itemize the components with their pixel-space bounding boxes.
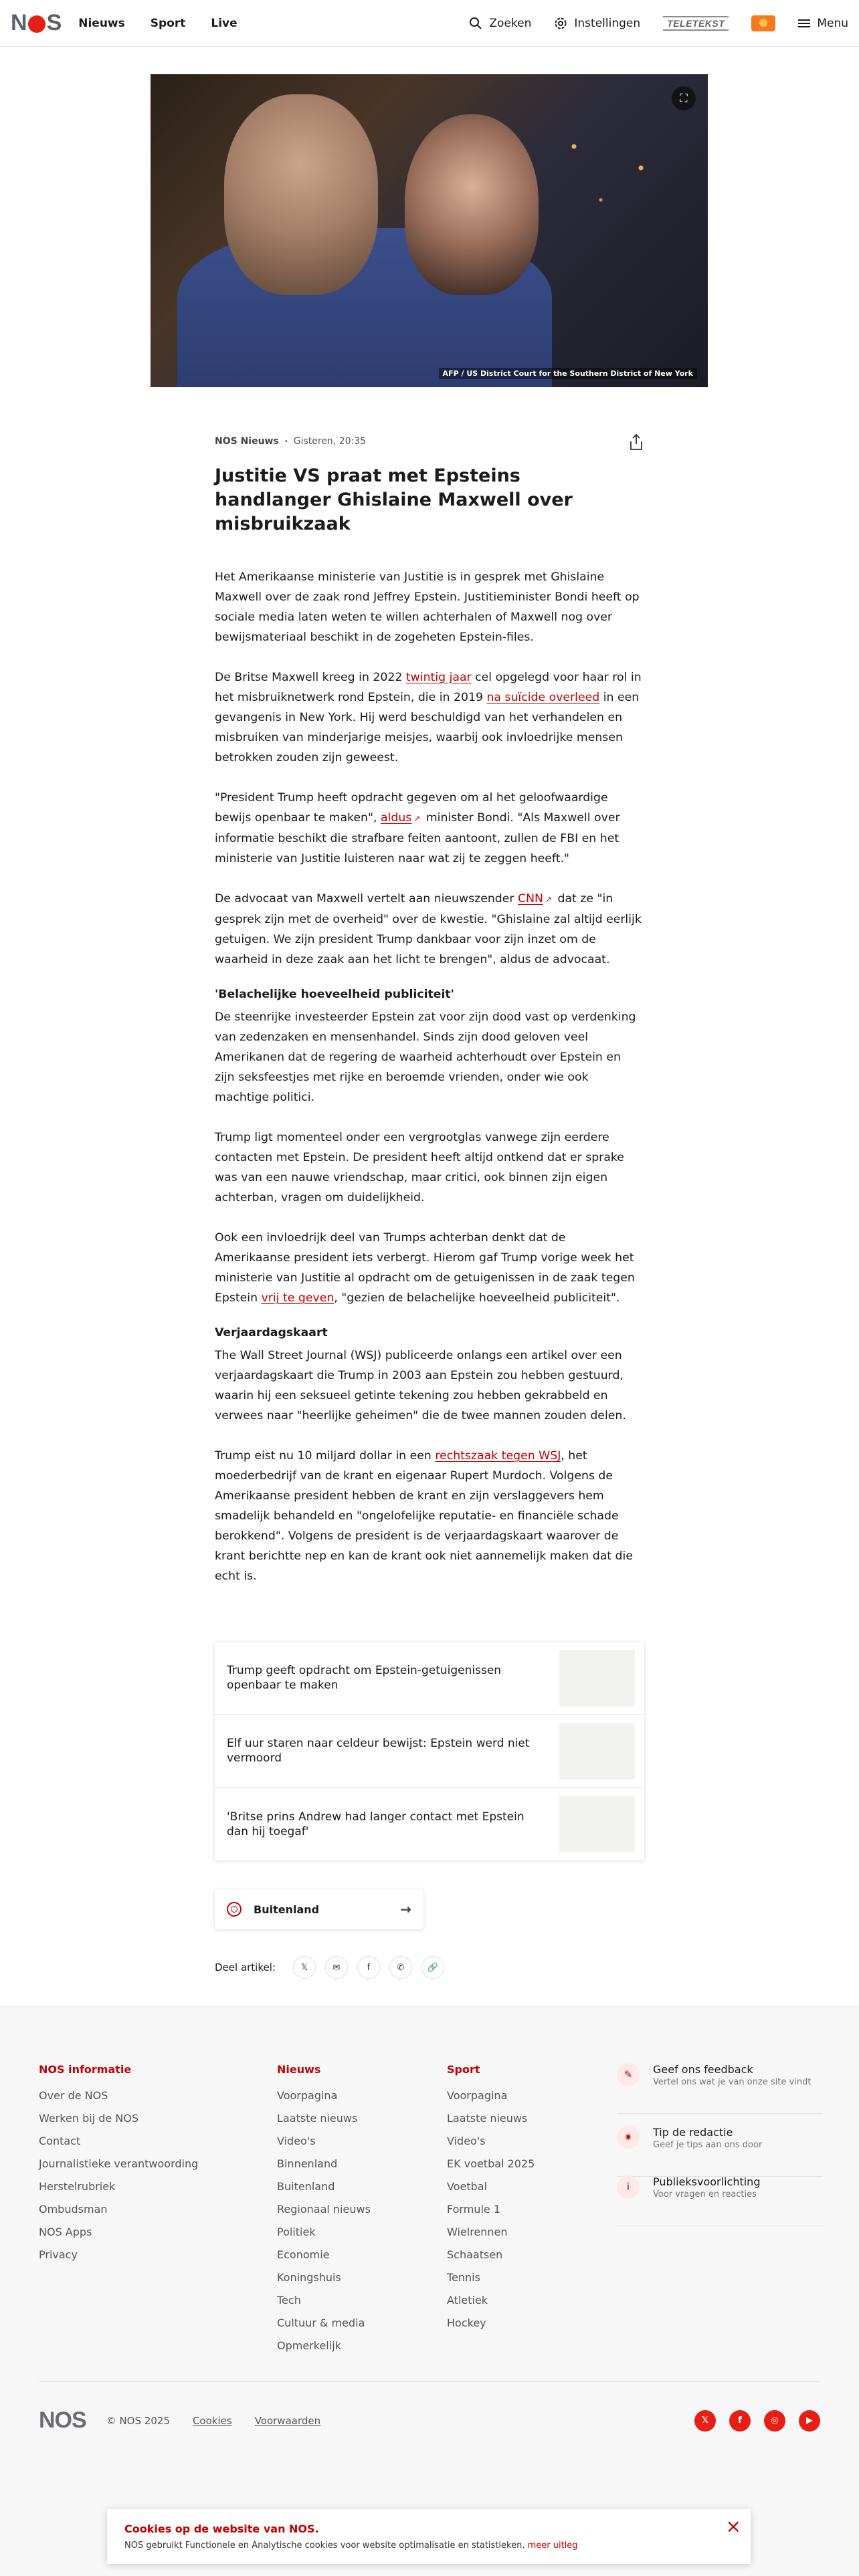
share-row bbox=[215, 1956, 444, 1979]
teletekst-link[interactable]: TELETEKST bbox=[663, 16, 729, 31]
main-nav bbox=[78, 17, 237, 30]
footer-link[interactable]: Cultuur & media bbox=[277, 2317, 365, 2329]
footer-link[interactable]: Voorpagina bbox=[277, 2089, 338, 2102]
facebook-icon[interactable]: f bbox=[729, 2410, 751, 2432]
copy-link-icon[interactable]: 🔗 bbox=[421, 1956, 444, 1979]
site-footer bbox=[0, 2006, 859, 2576]
paragraph: Trump eist nu 10 miljard dollar in een rechtszaak tegen WSJ, het moederbedrijf van de krant en eigenaar Rupert Murdoch. Volgens de Amerikaanse president hebben de krant en zijn verslaggevers hem smadelijk behandeld en "ongelofelijke reputatie- en financiële schade berokkend". Volgens de president is de verjaardagskaart waarover de krant berichtte nep en kan de krant ook niet aannemelijk maken dat die echt is. bbox=[215, 1449, 633, 1583]
nos-logo[interactable]: N S bbox=[11, 10, 62, 35]
facebook-icon[interactable]: f bbox=[357, 1956, 380, 1979]
article-meta: NOS Nieuws • Gisteren, 20:35 bbox=[215, 436, 367, 447]
paragraph: Het Amerikaanse ministerie van Justitie is in gesprek met Ghislaine Maxwell over de zaak rond Jeffrey Epstein. Justitieminister Bondi heeft op sociale media laten weten te willen achterhalen of Maxwell nog over bewijsmateriaal beschikt in de zogeheten Epstein-files. bbox=[215, 570, 640, 644]
link-aldus[interactable]: aldus bbox=[380, 811, 412, 825]
footer-link[interactable]: Voetbal bbox=[447, 2180, 488, 2193]
lightbulb-icon: ✷ bbox=[617, 2126, 640, 2149]
footer-link[interactable]: Werken bij de NOS bbox=[39, 2112, 139, 2125]
globe-icon bbox=[227, 1902, 242, 1917]
hero-image bbox=[151, 74, 708, 387]
paragraph: Trump ligt momenteel onder een vergrootglas vanwege zijn eerdere contacten met Epstein. De president heeft altijd ontkend dat er sprake was van een nauwe vriendschap, maar critici, ook binnen zijn eigen achterban, vragen om duidelijkheid. bbox=[215, 1131, 624, 1204]
social-links bbox=[694, 2410, 820, 2432]
footer-link[interactable]: Schaatsen bbox=[447, 2248, 503, 2261]
footer-link[interactable]: Herstelrubriek bbox=[39, 2180, 116, 2193]
nav-live[interactable]: Live bbox=[211, 16, 237, 30]
paragraph: Ook een invloedrijk deel van Trumps achterban denkt dat de Amerikaanse president iets verbergt. Hierom gaf Trump vorige week het ministerie van Justitie al opdracht om de getuigenissen in de zaak tegen Epstein vrij te geven, "gezien de belachelijke hoeveelheid publiciteit". bbox=[215, 1231, 635, 1305]
tip-redactie-link[interactable]: ✷ Tip de redactie Geef je tips aan ons door bbox=[617, 2122, 823, 2177]
footer-link[interactable]: Laatste nieuws bbox=[447, 2112, 528, 2125]
article-title: Justitie VS praat met Epsteins handlanger Ghislaine Maxwell over misbruikzaak bbox=[215, 465, 573, 534]
article-time: Gisteren, 20:35 bbox=[293, 436, 367, 447]
fullscreen-icon[interactable]: ⛶ bbox=[672, 86, 696, 110]
search-label: Zoeken bbox=[489, 16, 532, 30]
feedback-icon: ✎ bbox=[617, 2063, 640, 2086]
search-button[interactable] bbox=[469, 17, 531, 30]
footer-link[interactable]: Formule 1 bbox=[447, 2203, 500, 2216]
category-label: Buitenland bbox=[254, 1903, 320, 1916]
footer-link[interactable]: Video's bbox=[277, 2135, 316, 2147]
cookie-title: Cookies op de website van NOS. bbox=[124, 2523, 319, 2535]
article-body bbox=[215, 567, 644, 1586]
copyright: © NOS 2025 bbox=[106, 2414, 170, 2427]
footer-link[interactable]: Regionaal nieuws bbox=[277, 2203, 371, 2216]
link-twintig-jaar[interactable]: twintig jaar bbox=[405, 671, 472, 684]
related-item[interactable] bbox=[215, 1715, 644, 1788]
footer-link[interactable]: Tennis bbox=[447, 2271, 480, 2284]
image-credit: AFP / US District Court for the Southern District of New York bbox=[439, 368, 697, 379]
cookie-more-link[interactable]: meer uitleg bbox=[527, 2541, 578, 2551]
related-thumbnail bbox=[559, 1796, 635, 1852]
article-source: NOS Nieuws bbox=[215, 436, 279, 447]
close-icon[interactable]: × bbox=[725, 2515, 741, 2537]
hamburger-icon bbox=[798, 19, 810, 27]
link-cnn[interactable]: CNN bbox=[518, 892, 543, 905]
whatsapp-icon[interactable]: ✆ bbox=[389, 1956, 412, 1979]
footer-link[interactable]: Over de NOS bbox=[39, 2089, 108, 2102]
cookie-banner bbox=[107, 2509, 751, 2564]
related-thumbnail bbox=[559, 1723, 635, 1780]
arrow-right-icon: → bbox=[400, 1901, 411, 1917]
gear-icon bbox=[554, 17, 567, 30]
share-icon[interactable] bbox=[628, 433, 644, 451]
footer-col-nos-informatie: NOS informatie Over de NOS Werken bij de NOS Contact Journalistieke verantwoording Herstelrubriek Ombudsman NOS Apps Privacy bbox=[39, 2063, 198, 2266]
subheading: Verjaardagskaart bbox=[215, 1326, 328, 1339]
cookie-text: NOS gebruikt Functionele en Analytische cookies voor website optimalisatie en statistieken. meer uitleg bbox=[124, 2541, 578, 2551]
article bbox=[215, 428, 644, 1606]
footer-link[interactable]: Journalistieke verantwoording bbox=[39, 2157, 199, 2170]
footer-link[interactable]: Voorpagina bbox=[447, 2089, 508, 2102]
info-icon: i bbox=[617, 2175, 640, 2198]
paragraph: The Wall Street Journal (WSJ) publiceerde onlangs een artikel over een verjaardagskaart die Trump in 2003 aan Epstein zou hebben gestuurd, waarin hij een seksueel getinte tekening zou hebben gekrabbeld en verwees naar "heerlijke geheimen" die de twee mannen zouden delen. bbox=[215, 1349, 626, 1422]
related-item[interactable] bbox=[215, 1788, 644, 1860]
footer-link[interactable]: Buitenland bbox=[277, 2180, 335, 2193]
paragraph: De Britse Maxwell kreeg in 2022 twintig jaar cel opgelegd voor haar rol in het misbruiknetwerk rond Epstein, die in 2019 na suïcide overleed in een gevangenis in New York. Hij werd beschuldigd van het verhandelen en misbruiken van minderjarige meisjes, waarbij ook invloedrijke mensen betrokken zouden zijn geweest. bbox=[215, 671, 642, 764]
footer-link[interactable]: Koningshuis bbox=[277, 2271, 341, 2284]
link-na-suicide-overleed[interactable]: na suïcide overleed bbox=[486, 691, 600, 704]
cookies-link[interactable]: Cookies bbox=[192, 2414, 232, 2427]
site-header bbox=[0, 0, 859, 47]
mail-icon[interactable]: ✉ bbox=[325, 1956, 348, 1979]
header-actions bbox=[469, 15, 848, 31]
paragraph: De steenrijke investeerder Epstein zat voor zijn dood vast op verdenking van zedenzaken en mensenhandel. Sinds zijn dood geloven veel Amerikanen dat de regering de waarheid achterhoudt over Epstein en zijn seksfeestjes met rijke en beroemde vrienden, onder wie ook machtige politici. bbox=[215, 1010, 636, 1104]
menu-button[interactable] bbox=[798, 17, 848, 30]
search-icon bbox=[469, 17, 482, 30]
paragraph: "President Trump heeft opdracht gegeven om al het geloofwaardige bewijs openbaar te maken", aldus ↗ minister Bondi. "Als Maxwell over informatie beschikt die strafbare feiten aantoont, zullen de FBI en het ministerie van Justitie luisteren naar wat zij te zeggen heeft." bbox=[215, 791, 620, 865]
link-rechtszaak-tegen-wsj[interactable]: rechtszaak tegen WSJ bbox=[435, 1449, 561, 1463]
footer-link[interactable]: Laatste nieuws bbox=[277, 2112, 358, 2125]
footer-bottom bbox=[39, 2381, 820, 2434]
share-label: Deel artikel: bbox=[215, 1961, 276, 1973]
related-title: 'Britse prins Andrew had langer contact met Epstein dan hij toegaf' bbox=[227, 1810, 524, 1838]
feedback-link[interactable]: ✎ Geef ons feedback Vertel ons wat je van onze site vindt bbox=[617, 2059, 823, 2114]
related-item[interactable] bbox=[215, 1642, 644, 1715]
link-vrij-te-geven[interactable]: vrij te geven bbox=[261, 1291, 335, 1305]
youtube-icon[interactable]: ▶ bbox=[799, 2410, 820, 2432]
instagram-icon[interactable]: ◎ bbox=[764, 2410, 785, 2432]
x-icon[interactable]: 𝕏 bbox=[694, 2410, 716, 2432]
footer-logo[interactable]: NOS bbox=[39, 2407, 86, 2433]
npo-start-icon[interactable] bbox=[751, 15, 775, 31]
footer-link[interactable]: Politiek bbox=[277, 2226, 316, 2238]
footer-link[interactable]: Ombudsman bbox=[39, 2203, 108, 2216]
external-link-icon: ↗ bbox=[545, 895, 552, 904]
footer-link[interactable]: Tech bbox=[277, 2294, 301, 2306]
footer-link[interactable]: Atletiek bbox=[447, 2294, 488, 2306]
footer-link[interactable]: Wielrennen bbox=[447, 2226, 508, 2238]
nav-nieuws[interactable]: Nieuws bbox=[78, 16, 125, 30]
paragraph: De advocaat van Maxwell vertelt aan nieuwszender CNN ↗ dat ze "in gesprek zijn met de overheid" over de kwestie. "Ghislaine zal altijd eerlijk getuigen. We zijn president Trump dankbaar voor zijn inzet om de waarheid in deze zaak aan het licht te brengen", aldus de advocaat. bbox=[215, 889, 644, 970]
footer-col-nieuws: Nieuws Voorpagina Laatste nieuws Video's Binnenland Buitenland Regionaal nieuws Politiek Economie Koningshuis Tech Cultuur & media Opmerkelijk bbox=[277, 2063, 371, 2357]
terms-link[interactable]: Voorwaarden bbox=[254, 2414, 321, 2427]
x-icon[interactable]: 𝕏 bbox=[293, 1956, 316, 1979]
footer-link[interactable]: Hockey bbox=[447, 2317, 486, 2329]
related-title: Trump geeft opdracht om Epstein-getuigenissen openbaar te maken bbox=[227, 1664, 502, 1692]
menu-label: Menu bbox=[817, 16, 848, 30]
settings-button[interactable] bbox=[554, 17, 640, 30]
footer-link[interactable]: NOS Apps bbox=[39, 2226, 92, 2238]
nav-sport[interactable]: Sport bbox=[150, 16, 186, 30]
footer-link[interactable]: EK voetbal 2025 bbox=[447, 2157, 535, 2170]
footer-link[interactable]: Privacy bbox=[39, 2248, 78, 2261]
footer-col-sport: Sport Voorpagina Laatste nieuws Video's EK voetbal 2025 Voetbal Formule 1 Wielrennen Schaatsen Tennis Atletiek Hockey bbox=[447, 2063, 535, 2335]
footer-link[interactable]: Video's bbox=[447, 2135, 486, 2147]
related-thumbnail bbox=[559, 1650, 635, 1707]
subheading: 'Belachelijke hoeveelheid publiciteit' bbox=[215, 988, 454, 1001]
external-link-icon: ↗ bbox=[413, 814, 421, 823]
footer-link[interactable]: Binnenland bbox=[277, 2157, 338, 2170]
category-chip-buitenland[interactable] bbox=[215, 1889, 423, 1929]
publieksvoorlichting-link[interactable]: i Publieksvoorlichting Voor vragen en reacties bbox=[617, 2171, 823, 2226]
related-articles bbox=[215, 1642, 644, 1860]
footer-link[interactable]: Economie bbox=[277, 2248, 330, 2261]
footer-link[interactable]: Contact bbox=[39, 2135, 81, 2147]
related-title: Elf uur staren naar celdeur bewijst: Epstein werd niet vermoord bbox=[227, 1737, 530, 1765]
footer-link[interactable]: Opmerkelijk bbox=[277, 2339, 341, 2352]
settings-label: Instellingen bbox=[574, 16, 641, 30]
